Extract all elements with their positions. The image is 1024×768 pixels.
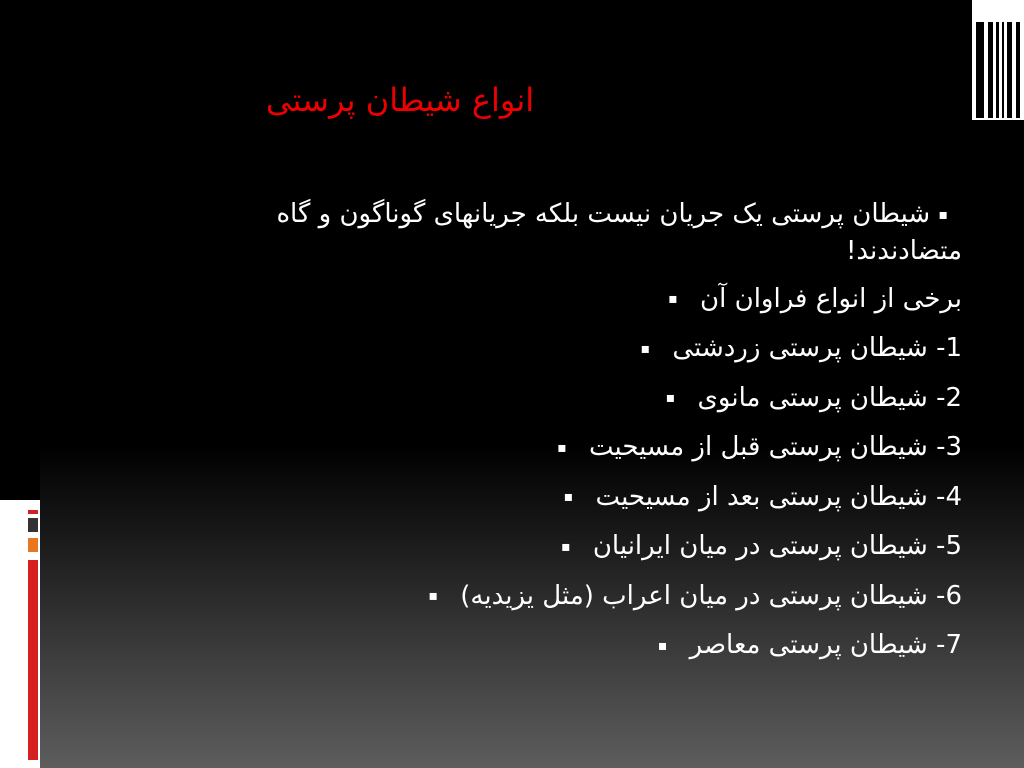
bullet-item bbox=[100, 526, 962, 567]
bullet-marker: ▪ bbox=[563, 489, 574, 505]
bullet-marker: ▪ bbox=[640, 340, 651, 357]
deco-bars-bottom-left bbox=[0, 500, 40, 768]
bullet-text: 5- شیطان پرستی در میان ایرانیان bbox=[592, 531, 962, 561]
bullet-text: 2- شیطان پرستی مانوی bbox=[697, 382, 962, 413]
bullet-item bbox=[100, 328, 962, 369]
bullet-marker: ▪ bbox=[668, 291, 678, 307]
bullet-marker: ▪ bbox=[561, 538, 571, 555]
bullet-text: 3- شیطان پرستی قبل از مسیحیت bbox=[589, 432, 962, 462]
bullet-marker: ▪ bbox=[665, 390, 676, 406]
bullet-text: برخی از انواع فراوان آن bbox=[700, 283, 962, 314]
deco-bars-top-right bbox=[972, 0, 1024, 120]
bullet-marker: ▪ bbox=[428, 588, 438, 604]
bullet-text: 6- شیطان پرستی در میان اعراب (مثل یزیدیه) bbox=[460, 580, 962, 611]
bullet-item bbox=[100, 279, 962, 320]
bullet-item bbox=[100, 427, 962, 468]
bullet-text: 4- شیطان پرستی بعد از مسیحیت bbox=[595, 481, 962, 512]
bullet-marker: ▪ bbox=[557, 439, 567, 456]
slide-title: انواع شیطان پرستی bbox=[265, 81, 535, 119]
bullet-list bbox=[100, 196, 962, 675]
bullet-marker: ▪ bbox=[938, 206, 948, 223]
bullet-text: 1- شیطان پرستی زردشتی bbox=[672, 333, 962, 363]
bullet-item bbox=[100, 378, 962, 419]
bullet-text: شیطان پرستی یک جریان نیست بلکه جریانهای گوناگون و گاه متضادندند! bbox=[276, 199, 962, 266]
bullet-item bbox=[100, 625, 962, 666]
bullet-item bbox=[100, 196, 962, 269]
bullet-item bbox=[100, 477, 962, 518]
bullet-marker: ▪ bbox=[657, 637, 668, 654]
bullet-item bbox=[100, 576, 962, 617]
bullet-text: 7- شیطان پرستی معاصر bbox=[689, 630, 962, 660]
